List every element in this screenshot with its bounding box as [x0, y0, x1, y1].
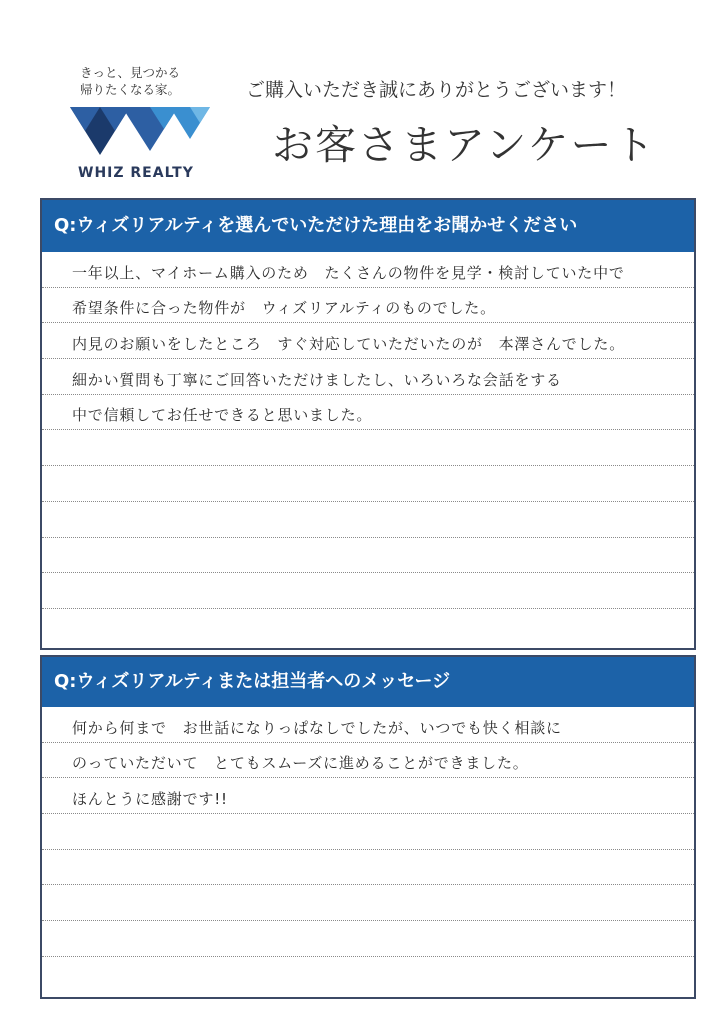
tagline-line2: 帰りたくなる家。 — [80, 82, 181, 97]
page-title: お客さまアンケート — [272, 121, 657, 169]
answer-text: 一年以上、マイホーム購入のため たくさんの物件を見学・検討していた中で — [72, 263, 625, 282]
answer-line — [42, 850, 694, 886]
answer-line — [42, 430, 694, 466]
answer-line — [42, 502, 694, 538]
question-label: Q:ウィズリアルティを選んでいただけた理由をお聞かせください — [42, 200, 694, 252]
answer-line — [42, 573, 694, 609]
answer-line — [42, 957, 694, 993]
question-box-reason — [40, 198, 696, 650]
logo-mark-icon — [70, 107, 210, 157]
answer-text: 中で信頼してお任せできると思いました。 — [72, 406, 373, 425]
answer-text: 何から何まで お世話になりっぱなしでしたが、いつでも快く相談に — [72, 718, 562, 737]
answer-line — [42, 359, 694, 395]
answer-line — [42, 538, 694, 574]
answer-line — [42, 466, 694, 502]
answer-line — [42, 707, 694, 743]
answer-line — [42, 395, 694, 431]
answer-text: 内見のお願いをしたところ すぐ対応していただいたのが 本澤さんでした。 — [72, 335, 626, 354]
tagline-line1: きっと、見つかる — [80, 65, 181, 80]
answer-lines — [42, 252, 694, 645]
question-box-message — [40, 655, 696, 999]
question-label: Q:ウィズリアルティまたは担当者へのメッセージ — [42, 657, 694, 707]
header — [0, 0, 725, 195]
answer-text: 細かい質問も丁寧にご回答いただけましたし、いろいろな会話をする — [72, 370, 562, 389]
logo — [62, 62, 222, 187]
answer-line — [42, 288, 694, 324]
answer-line — [42, 814, 694, 850]
brand-name: WHIZ REALTY — [78, 165, 194, 181]
answer-text: のっていただいて とてもスムーズに進めることができました。 — [72, 754, 529, 773]
answer-line — [42, 885, 694, 921]
answer-line — [42, 743, 694, 779]
thanks-message: ご購入いただき誠にありがとうございます！ — [246, 79, 627, 101]
answer-text: 希望条件に合った物件が ウィズリアルティのものでした。 — [72, 299, 496, 318]
answer-text: ほんとうに感謝です!! — [72, 790, 228, 809]
answer-line — [42, 609, 694, 645]
answer-line — [42, 323, 694, 359]
answer-line — [42, 252, 694, 288]
answer-line — [42, 778, 694, 814]
answer-line — [42, 921, 694, 957]
answer-lines — [42, 707, 694, 993]
tagline — [80, 64, 180, 98]
